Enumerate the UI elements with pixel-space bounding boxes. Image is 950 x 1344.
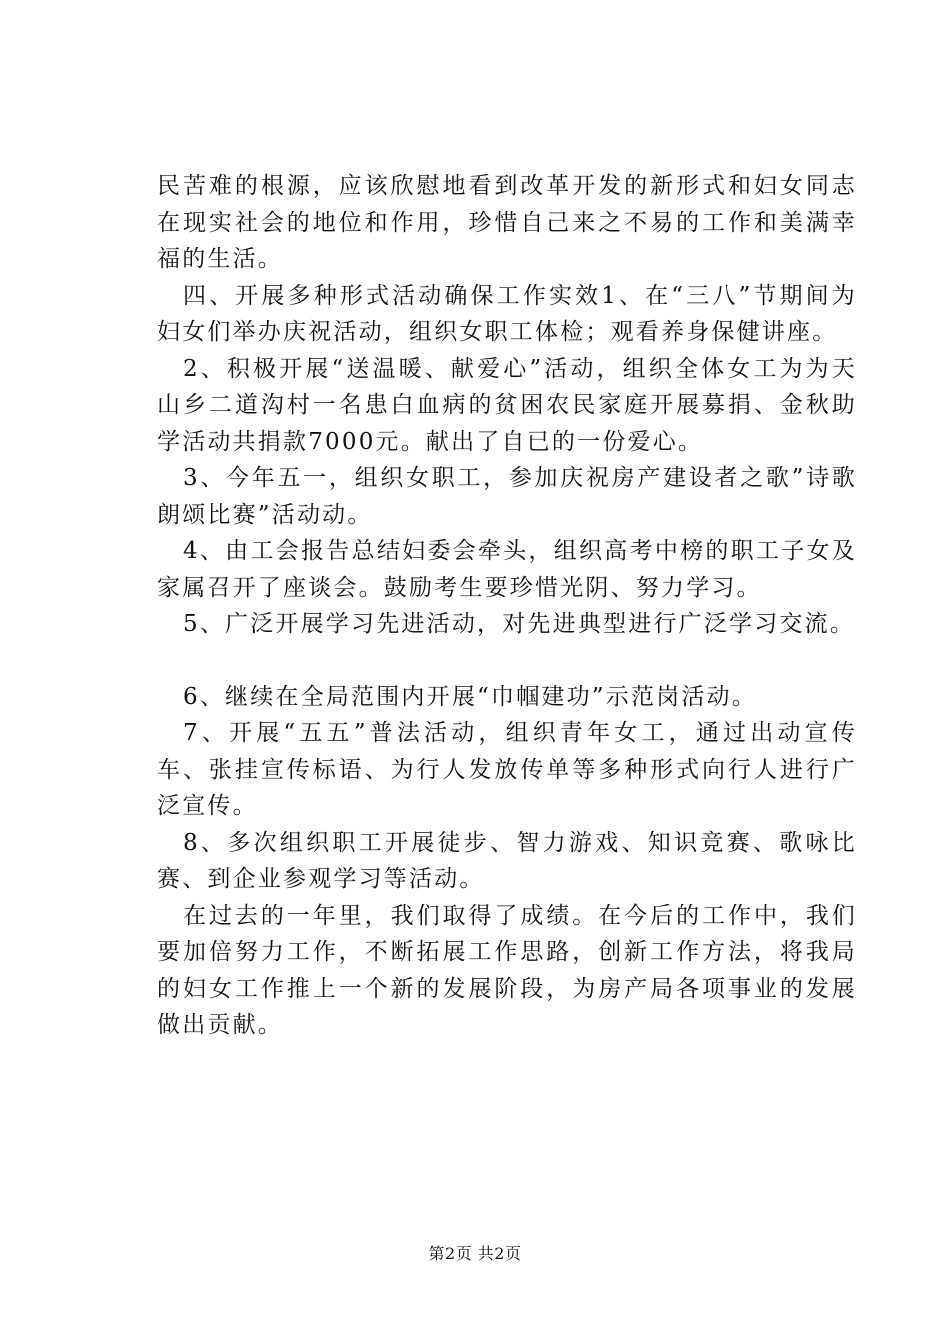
paragraph-continuation: 民苦难的根源，应该欣慰地看到改革开发的新形式和妇女同志在现实社会的地位和作用，珍惜自己来之不易的工作和美满幸福的生活。: [157, 173, 857, 272]
paragraph-item-4: 4、由工会报告总结妇委会牵头，组织高考中榜的职工子女及家属召开了座谈会。鼓励考生要珍惜光阴、努力学习。: [157, 538, 857, 601]
paragraph-item-5: 5、广泛开展学习先进活动，对先进典型进行广泛学习交流。: [183, 611, 856, 637]
paragraph-item-6: 6、继续在全局范围内开展“巾帼建功”示范岗活动。: [183, 683, 757, 710]
paragraph-conclusion: 在过去的一年里，我们取得了成绩。在今后的工作中，我们要加倍努力工作，不断拓展工作思路，创新工作方法，将我局的妇女工作推上一个新的发展阶段，为房产局各项事业的发展做出贡献。: [157, 902, 857, 1038]
paragraph-item-7: 7、开展“五五”普法活动，组织青年女工，通过出动宣传车、张挂宣传标语、为行人发放传单等多种形式向行人进行广泛宣传。: [157, 720, 857, 819]
paragraph-item-3: 3、今年五一，组织女职工，参加庆祝房产建设者之歌”诗歌朗颂比赛”活动动。: [157, 465, 857, 528]
document-body: [157, 168, 857, 1044]
page-footer: 第2页 共2页: [428, 1244, 522, 1263]
paragraph-section-four: 四、开展多种形式活动确保工作实效1、在“三八”节期间为妇女们举办庆祝活动，组织女职工体检；观看养身保健讲座。: [157, 282, 857, 345]
paragraph-item-8: 8、多次组织职工开展徒步、智力游戏、知识竞赛、歌咏比赛、到企业参观学习等活动。: [157, 829, 857, 892]
paragraph-item-2: 2、积极开展“送温暖、献爱心”活动，组织全体女工为为天山乡二道沟村一名患白血病的贫困农民家庭开展募捐、金秋助学活动共捐款7000元。献出了自已的一份爱心。: [157, 355, 857, 455]
